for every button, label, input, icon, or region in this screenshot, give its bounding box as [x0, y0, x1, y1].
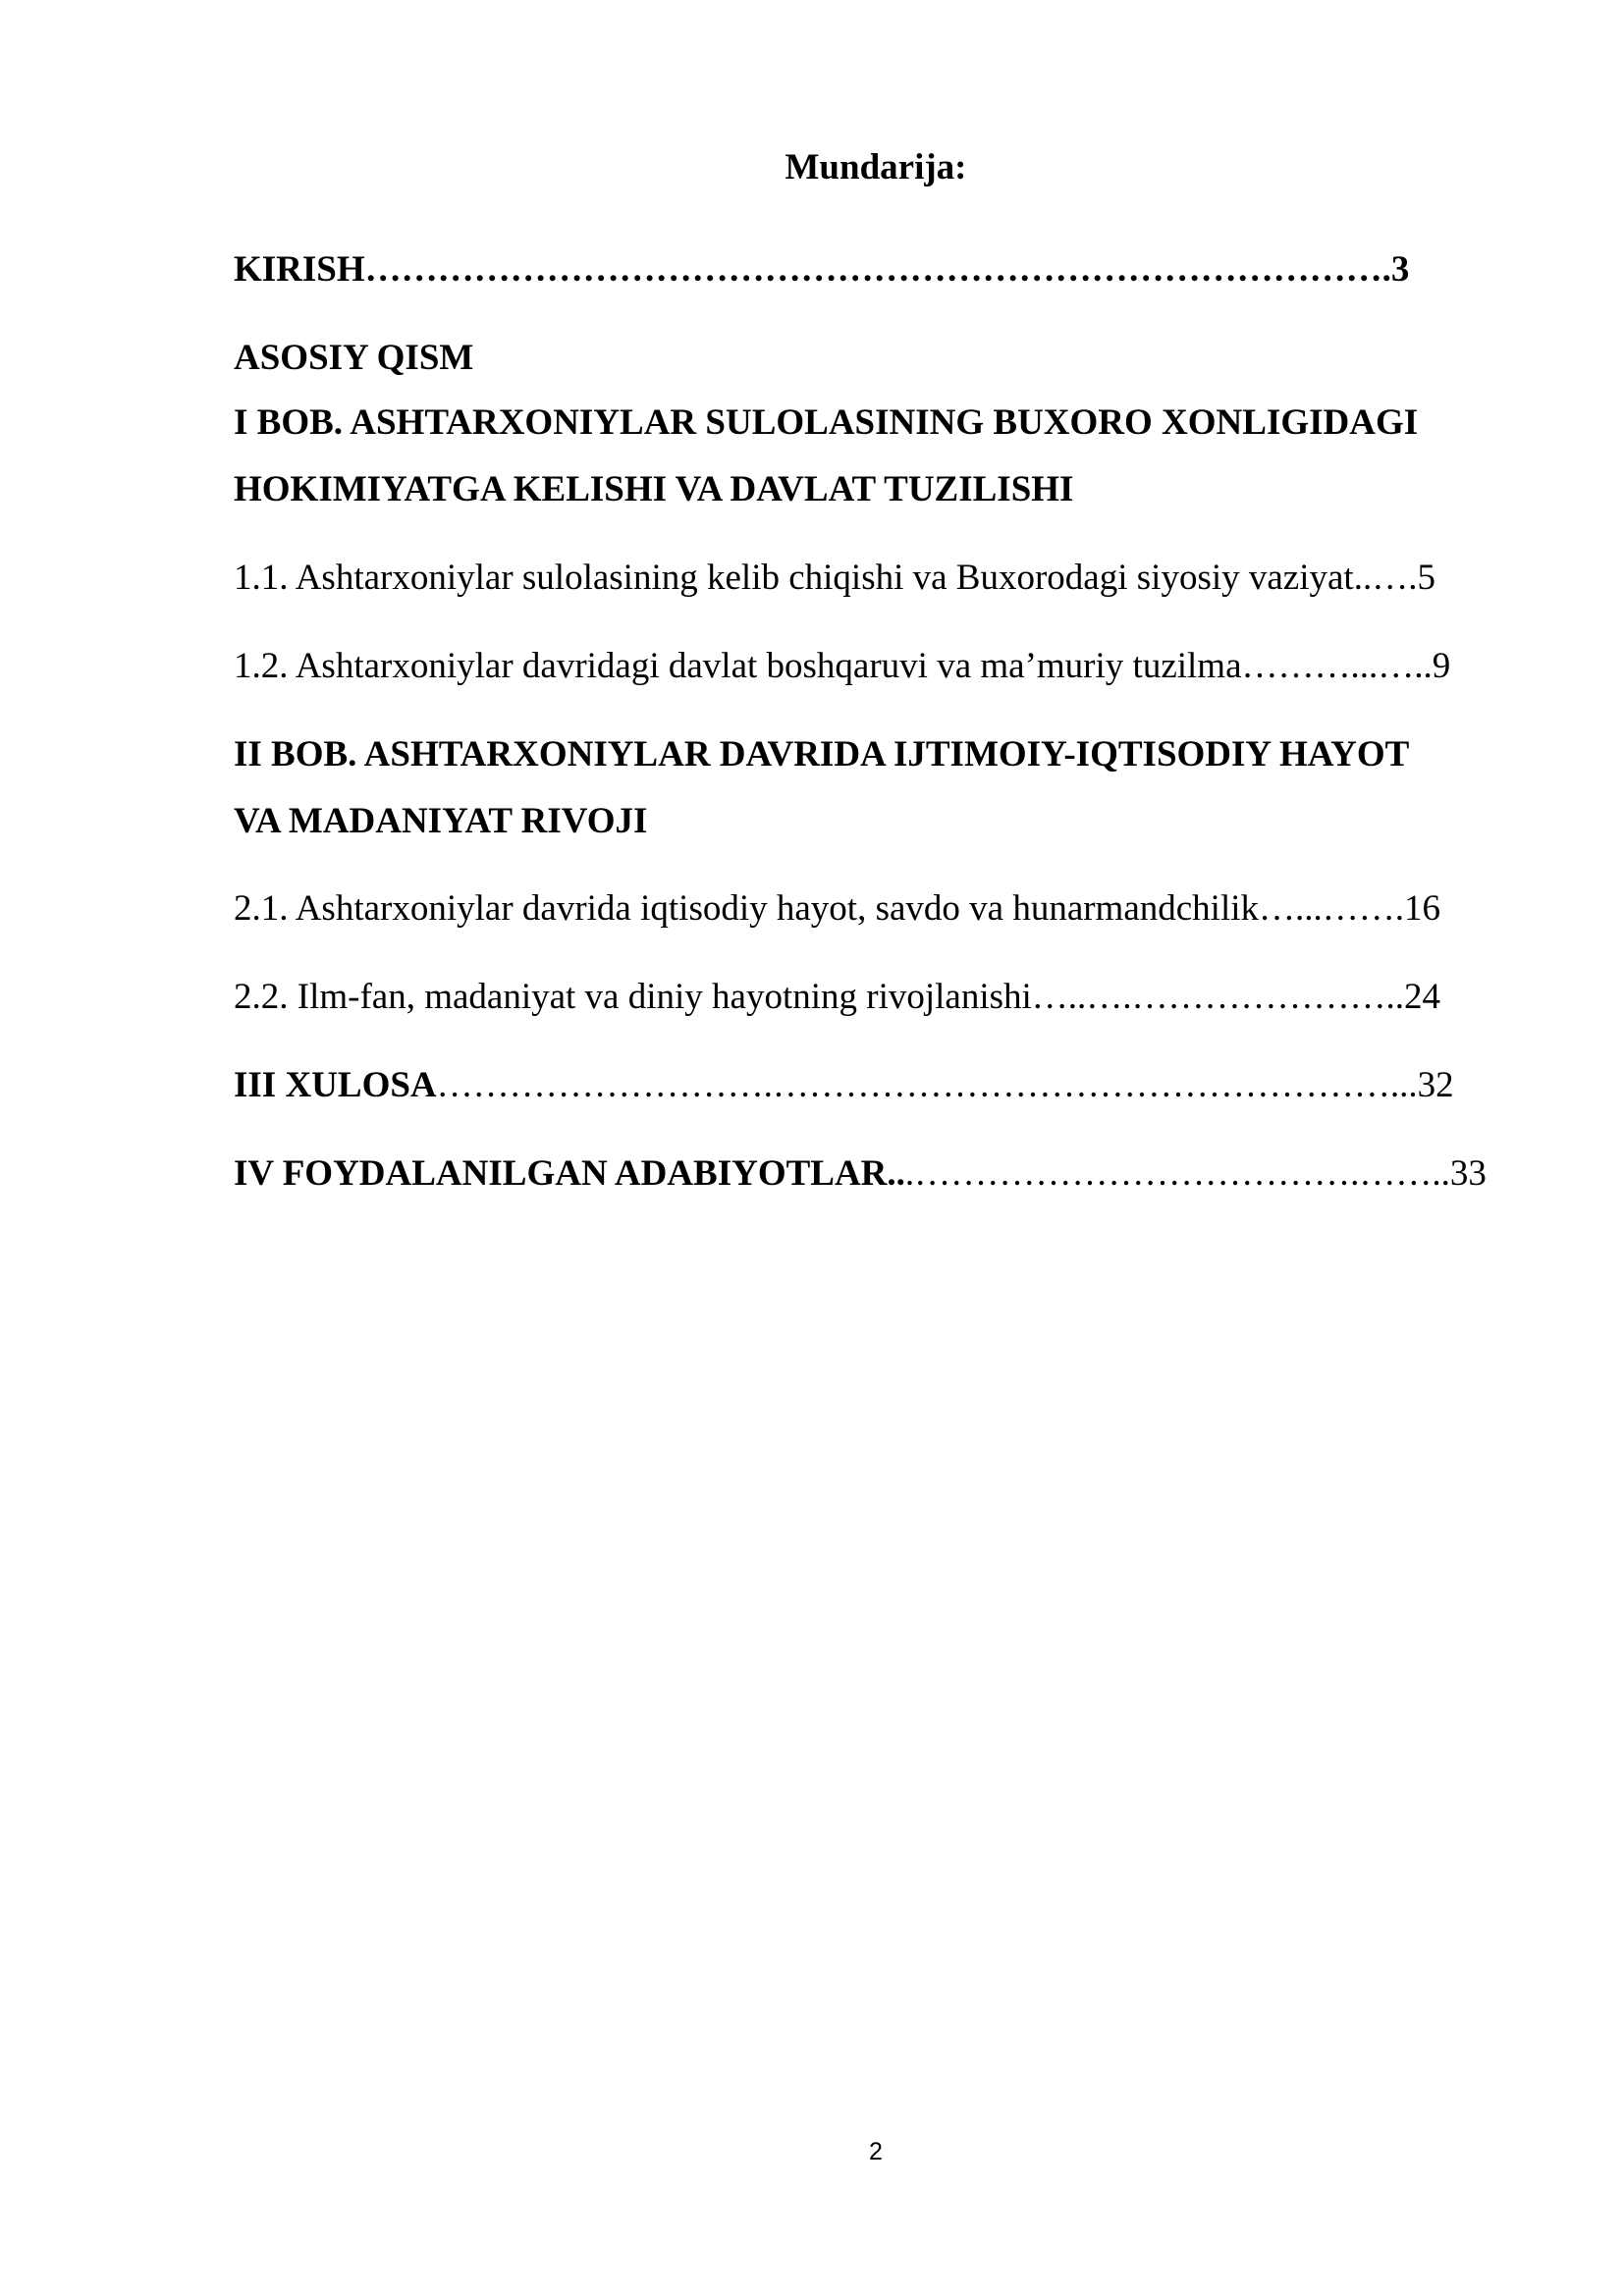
toc-entry-adabiyotlar-leader: .……………………………….……..33 [904, 1153, 1487, 1194]
toc-heading-asosiy-qism: ASOSIY QISM [234, 338, 474, 378]
toc-entry-xulosa-label: III XULOSA [234, 1065, 437, 1105]
toc-chapter1-heading-line2: HOKIMIYATGA KELISHI VA DAVLAT TUZILISHI [234, 469, 1074, 509]
toc-entry-section-1-1: 1.1. Ashtarxoniylar sulolasining kelib chiqishi va Buxorodagi siyosiy vaziyat..….5 [234, 558, 1435, 598]
toc-entry-section-1-2: 1.2. Ashtarxoniylar davridagi davlat boshqaruvi va ma’muriy tuzilma………...…..9 [234, 646, 1451, 686]
page-title: Mundarija: [785, 147, 967, 187]
toc-entry-adabiyotlar [234, 1155, 1487, 1192]
toc-chapter2-heading-line2: VA MADANIYAT RIVOJI [234, 801, 648, 841]
toc-entry-section-2-2: 2.2. Ilm-fan, madaniyat va diniy hayotning rivojlanishi…..….…………………..24 [234, 977, 1441, 1017]
toc-chapter1-heading-line1: I BOB. ASHTARXONIYLAR SULOLASINING BUXORO XONLIGIDAGI [234, 402, 1419, 443]
toc-entry-section-2-1: 2.1. Ashtarxoniylar davrida iqtisodiy hayot, savdo va hunarmandchilik…...…….16 [234, 888, 1441, 929]
page-number: 2 [869, 2138, 883, 2165]
toc-entry-kirish: KIRISH………………………………………………………………………….3 [234, 249, 1410, 290]
toc-entry-adabiyotlar-label: IV FOYDALANILGAN ADABIYOTLAR.. [234, 1153, 905, 1194]
toc-entry-xulosa [234, 1067, 1454, 1103]
toc-chapter2-heading-line1: II BOB. ASHTARXONIYLAR DAVRIDA IJTIMOIY-IQTISODIY HAYOT [234, 734, 1410, 774]
toc-entry-xulosa-leader: ……………………….……………………………………………...32 [436, 1065, 1454, 1105]
